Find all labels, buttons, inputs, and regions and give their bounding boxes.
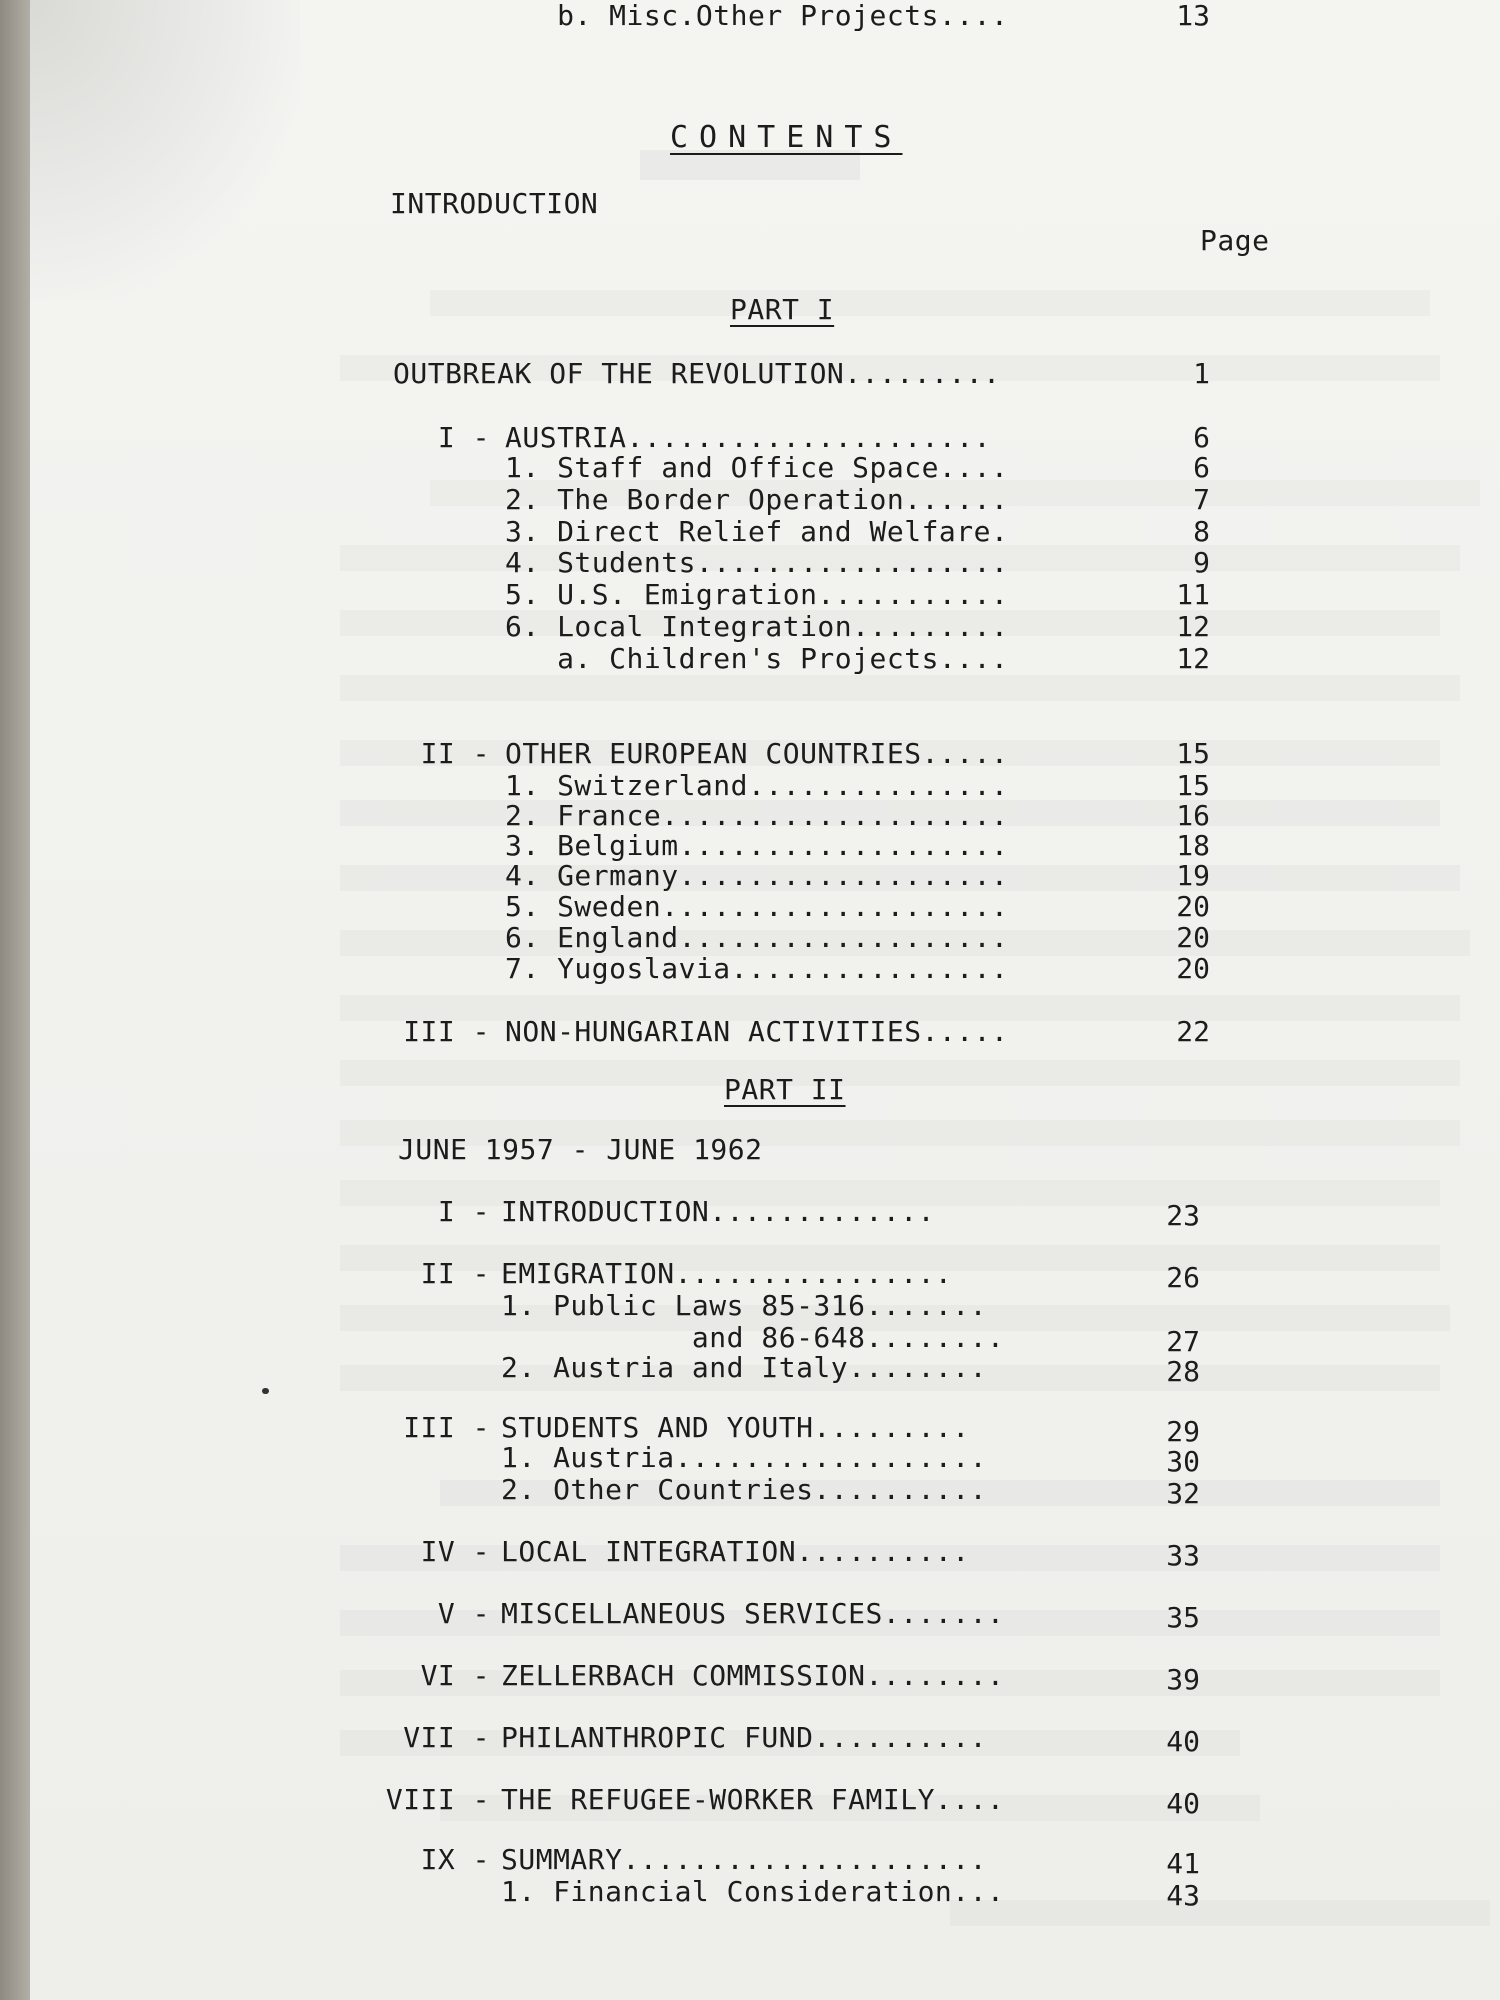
section-number: III - (403, 1015, 490, 1048)
section-number: I - (437, 421, 490, 454)
subsection-entry: 3. Direct Relief and Welfare. (505, 515, 1009, 548)
subsection-page: 13 (1176, 0, 1210, 32)
section-number: VI - (420, 1659, 490, 1692)
subsection-page: 18 (1176, 829, 1210, 862)
subsection-entry: 2. France.................... (505, 799, 1009, 832)
subsection-page: 11 (1176, 578, 1210, 611)
part-2-heading: PART II (724, 1073, 846, 1106)
section-number: IX - (420, 1843, 490, 1876)
section-page: 29 (1166, 1415, 1200, 1448)
subsection-entry: a. Children's Projects.... (505, 642, 1009, 675)
section-title: PHILANTHROPIC FUND.......... (501, 1721, 988, 1754)
part-1-heading: PART I (730, 293, 835, 326)
subsection-page: 30 (1166, 1445, 1200, 1478)
subsection-page: 9 (1193, 546, 1210, 579)
section-page: 40 (1166, 1787, 1200, 1820)
section-title: SUMMARY..................... (501, 1843, 988, 1876)
subsection-entry: 7. Yugoslavia................ (505, 952, 1009, 985)
section-page: 33 (1166, 1539, 1200, 1572)
subsection-entry: 4. Germany................... (505, 859, 1009, 892)
introduction-heading: INTRODUCTION (390, 187, 599, 220)
subsection-entry: 1. Public Laws 85-316....... (501, 1289, 988, 1322)
section-title: INTRODUCTION............. (501, 1195, 935, 1228)
subsection-page: 32 (1166, 1477, 1200, 1510)
section-page: 22 (1176, 1015, 1210, 1048)
section-title: LOCAL INTEGRATION.......... (501, 1535, 970, 1568)
subsection-entry: 5. U.S. Emigration........... (505, 578, 1009, 611)
section-page: 15 (1176, 737, 1210, 770)
subsection-page: 12 (1176, 642, 1210, 675)
section-page: 26 (1166, 1261, 1200, 1294)
section-number: I - (437, 1195, 490, 1228)
section-page: 40 (1166, 1725, 1200, 1758)
section-title: MISCELLANEOUS SERVICES....... (501, 1597, 1005, 1630)
outbreak-entry: OUTBREAK OF THE REVOLUTION......... (393, 357, 1001, 390)
subsection-page: 20 (1176, 952, 1210, 985)
subsection-entry: 1. Staff and Office Space.... (505, 451, 1009, 484)
subsection-page: 27 (1166, 1325, 1200, 1358)
section-title: AUSTRIA..................... (505, 421, 992, 454)
subsection-entry: 2. The Border Operation...... (505, 483, 1009, 516)
section-number: VII - (403, 1721, 490, 1754)
subsection-entry: 2. Austria and Italy........ (501, 1351, 988, 1384)
subsection-entry: 5. Sweden.................... (505, 890, 1009, 923)
subsection-page: 28 (1166, 1355, 1200, 1388)
section-page: 35 (1166, 1601, 1200, 1634)
subsection-entry: 1. Austria.................. (501, 1441, 988, 1474)
subsection-entry: 4. Students.................. (505, 546, 1009, 579)
contents-title: CONTENTS (670, 120, 903, 155)
section-number: III - (403, 1411, 490, 1444)
subsection-page: 12 (1176, 610, 1210, 643)
subsection-page: 15 (1176, 769, 1210, 802)
section-page: 39 (1166, 1663, 1200, 1696)
section-number: II - (420, 1257, 490, 1290)
subsection-entry: 6. England................... (505, 921, 1009, 954)
subsection-entry: 1. Financial Consideration... (501, 1875, 1005, 1908)
section-title: ZELLERBACH COMMISSION........ (501, 1659, 1005, 1692)
subsection-page: 20 (1176, 921, 1210, 954)
subsection-entry: 3. Belgium................... (505, 829, 1009, 862)
subsection-page: 43 (1166, 1879, 1200, 1912)
section-title: THE REFUGEE-WORKER FAMILY.... (501, 1783, 1005, 1816)
subsection-page: 20 (1176, 890, 1210, 923)
section-page: 6 (1193, 421, 1210, 454)
subsection-page: 8 (1193, 515, 1210, 548)
subsection-entry: 1. Switzerland............... (505, 769, 1009, 802)
subsection-page: 19 (1176, 859, 1210, 892)
section-number: V - (437, 1597, 490, 1630)
section-page: 41 (1166, 1847, 1200, 1880)
subsection-entry: b. Misc.Other Projects.... (505, 0, 1009, 32)
subsection-entry: 6. Local Integration......... (505, 610, 1009, 643)
subsection-entry: and 86-648........ (501, 1321, 1005, 1354)
outbreak-page: 1 (1193, 357, 1210, 390)
subsection-page: 6 (1193, 451, 1210, 484)
section-title: STUDENTS AND YOUTH......... (501, 1411, 970, 1444)
ink-speck (262, 1388, 269, 1394)
page-column-header: Page (1200, 224, 1270, 257)
section-number: IV - (420, 1535, 490, 1568)
section-title: NON-HUNGARIAN ACTIVITIES..... (505, 1015, 1009, 1048)
section-title: OTHER EUROPEAN COUNTRIES..... (505, 737, 1009, 770)
subsection-page: 7 (1193, 483, 1210, 516)
section-number: VIII - (385, 1783, 490, 1816)
section-number: II - (420, 737, 490, 770)
subsection-page: 16 (1176, 799, 1210, 832)
section-page: 23 (1166, 1199, 1200, 1232)
subsection-entry: 2. Other Countries.......... (501, 1473, 988, 1506)
section-title: EMIGRATION................ (501, 1257, 953, 1290)
part-2-dates: JUNE 1957 - JUNE 1962 (398, 1133, 763, 1166)
